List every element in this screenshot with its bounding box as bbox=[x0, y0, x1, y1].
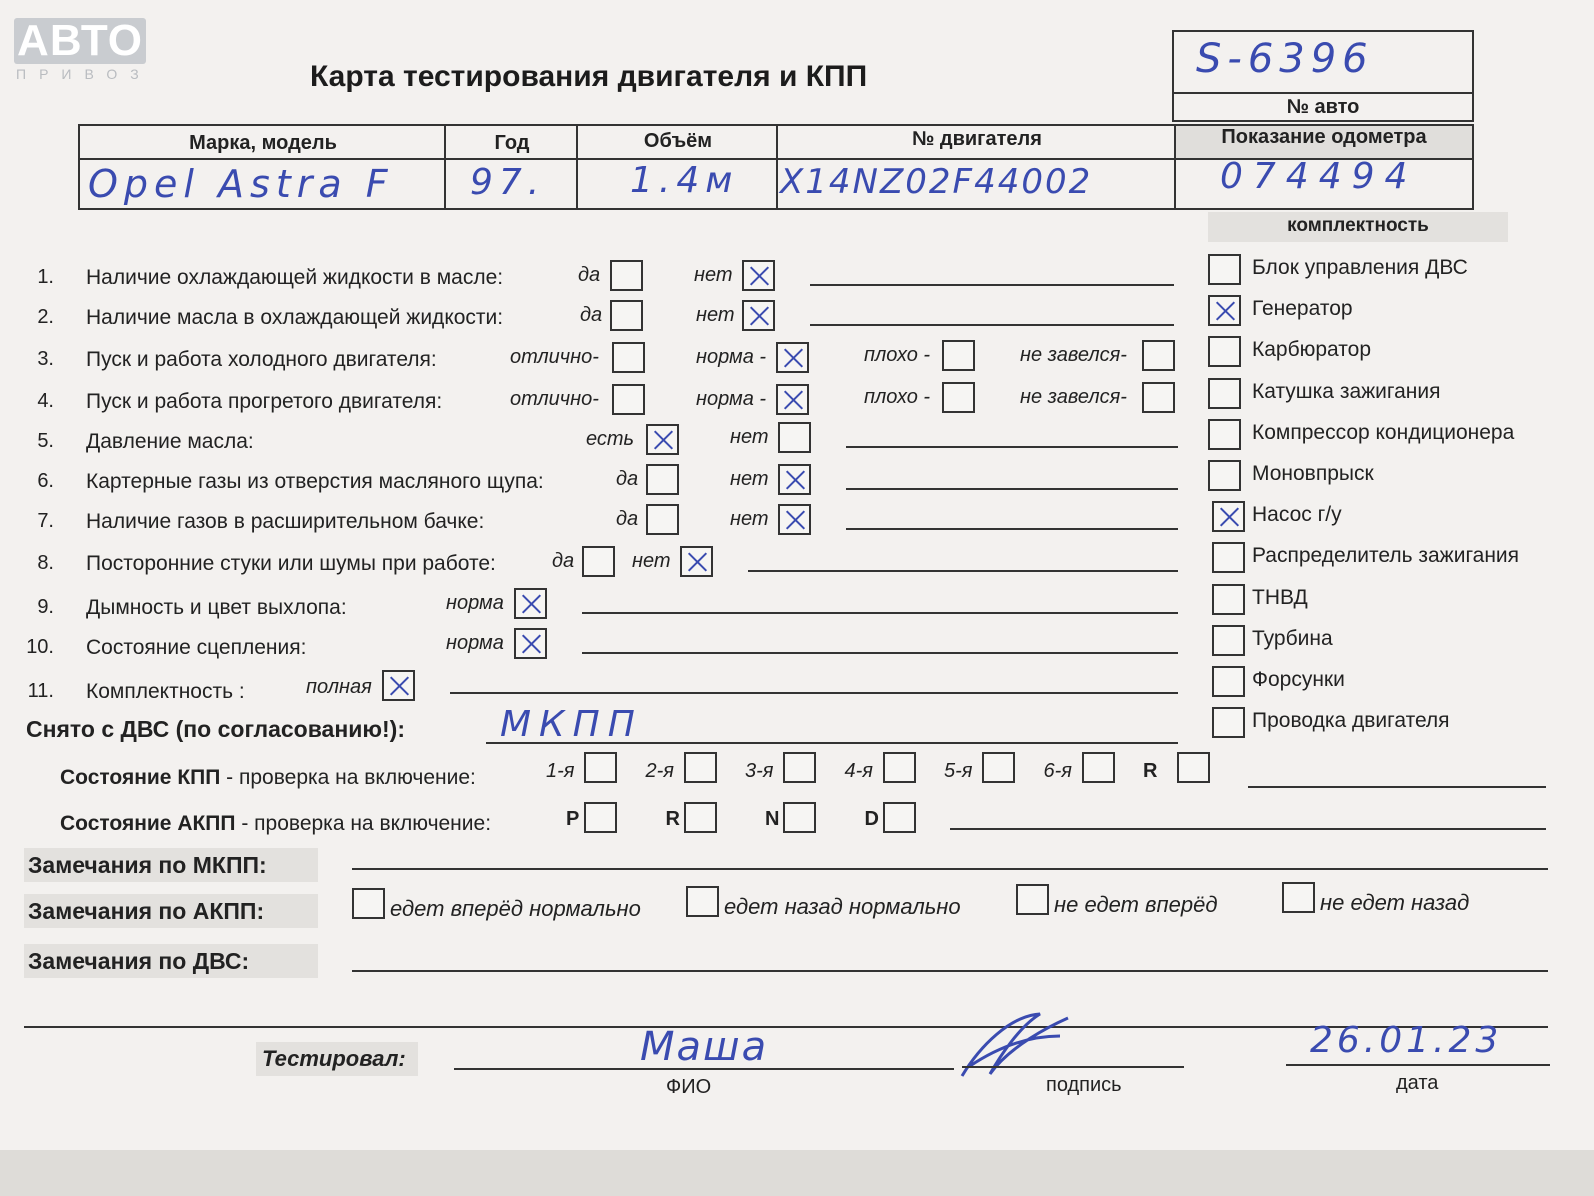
komplektnost-checkbox[interactable] bbox=[1208, 419, 1241, 450]
tester-name-value: Маша bbox=[640, 1024, 769, 1070]
option-da-label: да bbox=[616, 468, 639, 490]
akpp-remark-checkbox[interactable] bbox=[352, 888, 385, 919]
option-ploho-checkbox[interactable] bbox=[942, 382, 975, 413]
page-bottom-shadow bbox=[0, 1150, 1594, 1196]
option-net-label: нет bbox=[730, 508, 769, 530]
option-norma-checkbox[interactable] bbox=[776, 384, 809, 415]
akpp-mode-checkbox[interactable] bbox=[883, 802, 916, 833]
remarks-akpp-label: Замечания по АКПП: bbox=[28, 898, 265, 924]
avtoprivoz-logo: АВТО bbox=[14, 18, 146, 64]
question-number: 4. bbox=[37, 390, 54, 412]
komplektnost-checkbox[interactable] bbox=[1208, 254, 1241, 285]
option-est-label: есть bbox=[586, 428, 635, 450]
header-year: Год bbox=[494, 132, 530, 154]
header-make-model: Марка, модель bbox=[189, 132, 337, 154]
kpp-label bbox=[60, 766, 476, 790]
option-norma-checkbox[interactable] bbox=[514, 588, 547, 619]
option-net-checkbox[interactable] bbox=[680, 546, 713, 577]
logo-subtitle: ПРИВОЗ bbox=[16, 66, 152, 82]
header-engine-number: № двигателя bbox=[912, 128, 1042, 150]
removed-value: МКПП bbox=[500, 704, 643, 745]
kpp-gear-checkbox[interactable] bbox=[1082, 752, 1115, 783]
kpp-gear-checkbox[interactable] bbox=[1177, 752, 1210, 783]
option-net-label: нет bbox=[632, 550, 671, 572]
car-number-box bbox=[1172, 30, 1474, 122]
question-number: 10. bbox=[26, 636, 54, 658]
option-da-checkbox[interactable] bbox=[582, 546, 615, 577]
komplektnost-item-label: Компрессор кондиционера bbox=[1252, 420, 1515, 444]
kpp-label-rest: - проверка на включение: bbox=[220, 766, 476, 789]
date-label: дата bbox=[1396, 1072, 1439, 1094]
option-net-label: нет bbox=[694, 264, 733, 286]
question-text: Посторонние стуки или шумы при работе: bbox=[86, 552, 496, 575]
year-value: 97. bbox=[470, 162, 546, 203]
question-text: Наличие охлаждающей жидкости в масле: bbox=[86, 266, 504, 289]
option-net-label: нет bbox=[696, 304, 735, 326]
kpp-gear-checkbox[interactable] bbox=[982, 752, 1015, 783]
kpp-gear-checkbox[interactable] bbox=[584, 752, 617, 783]
engine-number-value: X14NZ02F44002 bbox=[780, 162, 1093, 202]
option-otlichno-label: отлично- bbox=[510, 346, 599, 368]
komplektnost-item-label: Моновпрыск bbox=[1252, 462, 1374, 485]
komplektnost-checkbox[interactable] bbox=[1208, 378, 1241, 409]
option-otlichno-checkbox[interactable] bbox=[612, 342, 645, 373]
date-value: 26.01.23 bbox=[1310, 1020, 1503, 1061]
komplektnost-checkbox[interactable] bbox=[1208, 295, 1241, 326]
car-number-label: № авто bbox=[1286, 96, 1360, 118]
akpp-label bbox=[60, 812, 491, 836]
question-number: 5. bbox=[37, 430, 54, 452]
kpp-gear-checkbox[interactable] bbox=[684, 752, 717, 783]
option-net-checkbox[interactable] bbox=[778, 422, 811, 453]
komplektnost-item-label: Распределитель зажигания bbox=[1252, 544, 1520, 568]
option-da-label: да bbox=[616, 508, 639, 530]
question-number: 2. bbox=[37, 306, 54, 328]
option-da-checkbox[interactable] bbox=[610, 260, 643, 291]
option-da-label: да bbox=[580, 304, 603, 326]
komplektnost-checkbox[interactable] bbox=[1212, 584, 1245, 615]
kpp-gear-label: 4-я bbox=[844, 760, 873, 782]
option-da-label: да bbox=[578, 264, 601, 286]
komplektnost-item-label: Турбина bbox=[1252, 626, 1333, 650]
komplektnost-checkbox[interactable] bbox=[1212, 542, 1245, 573]
akpp-mode-checkbox[interactable] bbox=[783, 802, 816, 833]
kpp-gear-label: 6-я bbox=[1043, 760, 1072, 782]
akpp-remark-checkbox[interactable] bbox=[1016, 884, 1049, 915]
option-otlichno-checkbox[interactable] bbox=[612, 384, 645, 415]
option-nezavelsya-label: не завелся- bbox=[1020, 344, 1127, 366]
komplektnost-checkbox[interactable] bbox=[1212, 501, 1245, 532]
option-ploho-checkbox[interactable] bbox=[942, 340, 975, 371]
question-number: 9. bbox=[37, 596, 54, 618]
option-da-checkbox[interactable] bbox=[646, 504, 679, 535]
remarks-dvs-label: Замечания по ДВС: bbox=[28, 948, 250, 974]
akpp-label-bold: Состояние АКПП bbox=[60, 812, 236, 835]
option-norma-label: норма bbox=[446, 592, 504, 614]
option-norma-checkbox[interactable] bbox=[514, 628, 547, 659]
akpp-remark-label: не едет вперёд bbox=[1054, 892, 1218, 917]
komplektnost-checkbox[interactable] bbox=[1212, 625, 1245, 656]
question-text: Пуск и работа прогретого двигателя: bbox=[86, 390, 443, 413]
option-nezavelsya-label: не завелся- bbox=[1020, 386, 1127, 408]
volume-value: 1.4м bbox=[630, 160, 739, 201]
header-volume: Объём bbox=[643, 130, 713, 152]
question-text: Комплектность : bbox=[86, 680, 245, 703]
akpp-mode-checkbox[interactable] bbox=[584, 802, 617, 833]
komplektnost-title: комплектность bbox=[1287, 215, 1429, 236]
kpp-gear-label: 3-я bbox=[745, 760, 774, 782]
option-otlichno-label: отлично- bbox=[510, 388, 599, 410]
akpp-mode-label: P bbox=[566, 808, 580, 830]
question-number: 1. bbox=[37, 266, 54, 288]
kpp-label-bold: Состояние КПП bbox=[60, 766, 221, 789]
option-da-checkbox[interactable] bbox=[610, 300, 643, 331]
page-title: Карта тестирования двигателя и КПП bbox=[310, 60, 868, 93]
fio-label: ФИО bbox=[666, 1076, 712, 1098]
option-nezavelsya-checkbox[interactable] bbox=[1142, 340, 1175, 371]
odometer-value: 074494 bbox=[1220, 156, 1418, 197]
option-norma-label: норма - bbox=[696, 346, 767, 368]
question-number: 7. bbox=[37, 510, 54, 532]
akpp-remark-label: едет вперёд нормально bbox=[390, 896, 641, 921]
option-nezavelsya-checkbox[interactable] bbox=[1142, 382, 1175, 413]
option-est-checkbox[interactable] bbox=[646, 424, 679, 455]
question-text: Картерные газы из отверстия масляного щупа: bbox=[86, 470, 544, 493]
remarks-mkpp-label: Замечания по МКПП: bbox=[28, 852, 267, 878]
question-text: Состояние сцепления: bbox=[86, 636, 307, 659]
komplektnost-item-label: Проводка двигателя bbox=[1252, 709, 1450, 733]
kpp-gear-checkbox[interactable] bbox=[783, 752, 816, 783]
option-norma-checkbox[interactable] bbox=[776, 342, 809, 373]
option-norma-label: норма - bbox=[696, 388, 767, 410]
tested-by-label: Тестировал: bbox=[262, 1046, 406, 1071]
komplektnost-item-label: Карбюратор bbox=[1252, 338, 1372, 362]
question-number: 8. bbox=[37, 552, 54, 574]
car-number-value: S-6396 bbox=[1196, 36, 1374, 82]
kpp-gear-checkbox[interactable] bbox=[883, 752, 916, 783]
option-net-checkbox[interactable] bbox=[778, 504, 811, 535]
kpp-gear-label: R bbox=[1143, 760, 1158, 782]
komplektnost-item-label: Форсунки bbox=[1252, 668, 1345, 691]
option-net-label: нет bbox=[730, 468, 769, 490]
option-polnaya-checkbox[interactable] bbox=[382, 670, 415, 701]
removed-label: Снято с ДВС (по согласованию!): bbox=[26, 716, 405, 742]
komplektnost-item-label: ТНВД bbox=[1252, 585, 1308, 609]
question-text: Дымность и цвет выхлопа: bbox=[86, 596, 347, 619]
akpp-mode-checkbox[interactable] bbox=[684, 802, 717, 833]
question-text: Наличие газов в расширительном бачке: bbox=[86, 510, 485, 533]
option-norma-label: норма bbox=[446, 632, 504, 654]
option-net-checkbox[interactable] bbox=[778, 464, 811, 495]
kpp-gear-label: 2-я bbox=[645, 760, 674, 782]
akpp-label-rest: - проверка на включение: bbox=[235, 812, 492, 835]
option-da-label: да bbox=[552, 550, 575, 572]
akpp-remark-label: едет назад нормально bbox=[724, 894, 961, 919]
kpp-gear-label: 1-я bbox=[546, 760, 575, 782]
akpp-remark-checkbox[interactable] bbox=[1282, 882, 1315, 913]
signature-label: подпись bbox=[1046, 1074, 1122, 1096]
komplektnost-checkbox[interactable] bbox=[1208, 336, 1241, 367]
akpp-mode-label: R bbox=[665, 808, 680, 830]
akpp-mode-label: N bbox=[765, 808, 780, 830]
komplektnost-checkbox[interactable] bbox=[1212, 707, 1245, 738]
make-model-value: Opel Astra F bbox=[88, 162, 394, 206]
akpp-mode-label: D bbox=[864, 808, 879, 830]
header-odometer: Показание одометра bbox=[1221, 126, 1427, 148]
komplektnost-item-label: Катушка зажигания bbox=[1252, 379, 1441, 403]
option-net-checkbox[interactable] bbox=[742, 260, 775, 291]
question-text: Наличие масла в охлаждающей жидкости: bbox=[86, 306, 504, 329]
option-polnaya-label: полная bbox=[306, 676, 372, 698]
option-da-checkbox[interactable] bbox=[646, 464, 679, 495]
komplektnost-item-label: Генератор bbox=[1252, 297, 1353, 321]
akpp-remark-checkbox[interactable] bbox=[686, 886, 719, 917]
question-number: 11. bbox=[27, 680, 54, 702]
question-text: Пуск и работа холодного двигателя: bbox=[86, 348, 437, 371]
option-ploho-label: плохо - bbox=[864, 386, 931, 408]
komplektnost-item-label: Насос г/у bbox=[1252, 503, 1342, 527]
komplektnost-item-label: Блок управления ДВС bbox=[1252, 256, 1468, 279]
option-ploho-label: плохо - bbox=[864, 344, 931, 366]
question-number: 6. bbox=[37, 470, 54, 492]
option-net-checkbox[interactable] bbox=[742, 300, 775, 331]
akpp-remark-label: не едет назад bbox=[1320, 890, 1470, 915]
kpp-gear-label: 5-я bbox=[944, 760, 973, 782]
signature-image bbox=[950, 1006, 1080, 1082]
vehicle-info-table bbox=[78, 124, 1474, 210]
komplektnost-checkbox[interactable] bbox=[1208, 460, 1241, 491]
question-number: 3. bbox=[37, 348, 54, 370]
option-net-label: нет bbox=[730, 426, 769, 448]
komplektnost-checkbox[interactable] bbox=[1212, 666, 1245, 697]
question-text: Давление масла: bbox=[86, 430, 254, 453]
